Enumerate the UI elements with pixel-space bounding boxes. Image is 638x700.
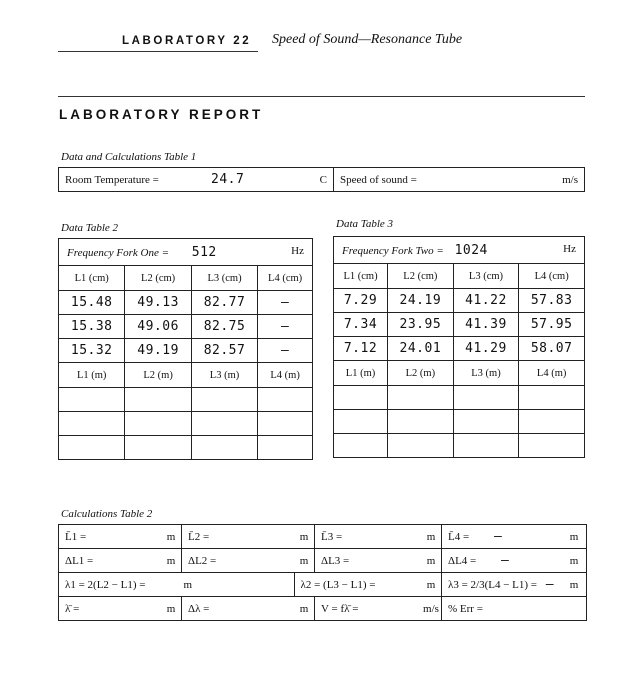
fork-two-value[interactable]: 1024 <box>454 242 488 258</box>
t3-header-l3m: L3 (m) <box>453 361 519 386</box>
t3-empty-cell[interactable] <box>453 410 519 434</box>
t3-cell[interactable]: 24.19 <box>388 289 454 313</box>
t3-empty-cell[interactable] <box>334 386 388 410</box>
t3-cell[interactable]: 58.07 <box>519 337 585 361</box>
dl4-label: ΔL4 = <box>448 555 477 567</box>
t2-cell[interactable]: — <box>258 291 313 315</box>
t3-header-l1cm: L1 (cm) <box>334 264 388 289</box>
table-row <box>59 315 313 339</box>
table-row <box>334 289 585 313</box>
dl4-value: — <box>501 553 510 568</box>
t2-empty-cell[interactable] <box>59 388 125 412</box>
speed-unit[interactable]: m/s <box>538 168 585 192</box>
l3-mean-label: L̄3 = <box>315 525 422 549</box>
data-table-2 <box>58 238 313 460</box>
fork-two-unit: Hz <box>563 242 576 255</box>
l4-mean-label: L̄4 = <box>448 531 470 543</box>
table-row <box>59 436 313 460</box>
t3-empty-cell[interactable] <box>388 410 454 434</box>
dlambda-label: Δλ = <box>182 597 295 621</box>
t2-cell[interactable]: 82.77 <box>191 291 257 315</box>
lambda2-label: λ2 = (L3 − L1) = <box>294 573 421 597</box>
unit-label: m <box>161 597 182 621</box>
table-row <box>59 412 313 436</box>
fork-two-label: Frequency Fork Two = <box>342 244 444 257</box>
t2-cell[interactable]: 82.75 <box>191 315 257 339</box>
percent-error-label[interactable]: % Err = <box>442 597 587 621</box>
dl4-cell[interactable] <box>442 549 563 573</box>
t2-cell[interactable]: 15.32 <box>59 339 125 363</box>
t3-cell[interactable]: 57.83 <box>519 289 585 313</box>
table-row <box>59 597 587 621</box>
table2-caption: Data Table 2 <box>61 222 119 234</box>
unit-label: m <box>421 525 442 549</box>
t3-header-l1m: L1 (m) <box>334 361 388 386</box>
lambda1-label: λ1 = 2(L2 − L1) = <box>65 578 146 591</box>
speed-label: Speed of sound = <box>334 168 539 192</box>
t3-empty-cell[interactable] <box>334 410 388 434</box>
t2-cell[interactable]: 49.06 <box>125 315 191 339</box>
table-row <box>59 339 313 363</box>
t2-empty-cell[interactable] <box>125 412 191 436</box>
lab-number: LABORATORY 22 <box>122 35 252 47</box>
l1-mean-label: L̄1 = <box>59 525 162 549</box>
header-rule <box>58 51 258 52</box>
table-row <box>59 525 587 549</box>
t2-header-l2cm: L2 (cm) <box>125 266 191 291</box>
unit-label: m/s <box>421 597 442 621</box>
t3-cell[interactable]: 7.29 <box>334 289 388 313</box>
section-rule <box>58 96 585 97</box>
t2-header-l1m: L1 (m) <box>59 363 125 388</box>
t3-cell[interactable]: 41.39 <box>453 313 519 337</box>
t2-cell[interactable]: — <box>258 315 313 339</box>
unit-label: m <box>294 525 315 549</box>
t3-empty-cell[interactable] <box>388 434 454 458</box>
fork-one-label: Frequency Fork One = <box>67 246 170 259</box>
t3-cell[interactable]: 41.29 <box>453 337 519 361</box>
dl3-label: ΔL3 = <box>315 549 422 573</box>
calc-caption: Calculations Table 2 <box>61 508 153 520</box>
dl1-label: ΔL1 = <box>59 549 162 573</box>
t3-empty-cell[interactable] <box>453 434 519 458</box>
fork-two-row <box>334 237 585 264</box>
fork-one-row <box>59 239 313 266</box>
t3-header-l4m: L4 (m) <box>519 361 585 386</box>
t2-header-l2m: L2 (m) <box>125 363 191 388</box>
table-row <box>59 291 313 315</box>
t2-cell[interactable]: — <box>258 339 313 363</box>
table-row <box>334 337 585 361</box>
unit-label: m <box>294 597 315 621</box>
dl2-label: ΔL2 = <box>182 549 295 573</box>
l4-mean-cell[interactable] <box>442 525 563 549</box>
l2-mean-label: L̄2 = <box>182 525 295 549</box>
t2-header-l4cm: L4 (cm) <box>258 266 313 291</box>
t2-header-l3cm: L3 (cm) <box>191 266 257 291</box>
room-temp-value[interactable]: 24.7 <box>205 168 311 192</box>
t2-empty-cell[interactable] <box>59 412 125 436</box>
velocity-label: V = fλ̄ = <box>315 597 422 621</box>
unit-label: m <box>562 525 587 549</box>
t3-header-l2m: L2 (m) <box>388 361 454 386</box>
unit-label: m <box>182 573 295 597</box>
lambda1-cell[interactable] <box>59 573 182 597</box>
table-row <box>59 388 313 412</box>
table-row <box>59 573 587 597</box>
t2-empty-cell[interactable] <box>125 388 191 412</box>
t3-empty-cell[interactable] <box>519 410 585 434</box>
t3-cell[interactable]: 23.95 <box>388 313 454 337</box>
lambda3-cell[interactable] <box>442 573 563 597</box>
t3-cell[interactable]: 7.34 <box>334 313 388 337</box>
t2-cell[interactable]: 15.38 <box>59 315 125 339</box>
t2-empty-cell[interactable] <box>258 412 313 436</box>
t3-cell[interactable]: 7.12 <box>334 337 388 361</box>
t2-header-l1cm: L1 (cm) <box>59 266 125 291</box>
t2-empty-cell[interactable] <box>191 436 257 460</box>
table-row <box>334 434 585 458</box>
t2-header-l4m: L4 (m) <box>258 363 313 388</box>
table-row <box>334 386 585 410</box>
t3-cell[interactable]: 57.95 <box>519 313 585 337</box>
l4-mean-value: — <box>493 529 503 544</box>
room-temp-unit: C <box>311 168 334 192</box>
t3-cell[interactable]: 41.22 <box>453 289 519 313</box>
t3-empty-cell[interactable] <box>334 434 388 458</box>
report-title: LABORATORY REPORT <box>59 107 264 122</box>
t2-empty-cell[interactable] <box>258 436 313 460</box>
lab-title: Speed of Sound—Resonance Tube <box>272 32 463 47</box>
t2-cell[interactable]: 82.57 <box>191 339 257 363</box>
calculations-table-2 <box>58 524 587 621</box>
lambda3-label: λ3 = 2/3(L4 − L1) = <box>448 579 538 591</box>
room-temp-label: Room Temperature = <box>59 168 206 192</box>
table-row <box>334 410 585 434</box>
t2-cell[interactable]: 49.19 <box>125 339 191 363</box>
t3-header-l3cm: L3 (cm) <box>453 264 519 289</box>
unit-label: m <box>161 549 182 573</box>
unit-label: m <box>421 573 442 597</box>
unit-label: m <box>294 549 315 573</box>
table1-caption: Data and Calculations Table 1 <box>61 151 197 163</box>
t2-empty-cell[interactable] <box>258 388 313 412</box>
table-row <box>334 313 585 337</box>
t3-empty-cell[interactable] <box>519 434 585 458</box>
table1 <box>58 167 585 192</box>
t3-header-l2cm: L2 (cm) <box>388 264 454 289</box>
t2-cell[interactable]: 49.13 <box>125 291 191 315</box>
t3-empty-cell[interactable] <box>388 386 454 410</box>
unit-label: m <box>421 549 442 573</box>
table3-caption: Data Table 3 <box>336 218 394 230</box>
t2-empty-cell[interactable] <box>59 436 125 460</box>
t3-empty-cell[interactable] <box>453 386 519 410</box>
table-row <box>59 549 587 573</box>
t3-header-l4cm: L4 (cm) <box>519 264 585 289</box>
fork-one-unit: Hz <box>291 244 304 257</box>
unit-label: m <box>562 573 587 597</box>
lambda3-value: — <box>545 577 555 592</box>
t2-empty-cell[interactable] <box>191 412 257 436</box>
t3-empty-cell[interactable] <box>519 386 585 410</box>
t3-cell[interactable]: 24.01 <box>388 337 454 361</box>
data-table-3 <box>333 236 585 458</box>
fork-one-value[interactable]: 512 <box>191 244 217 260</box>
t2-cell[interactable]: 15.48 <box>59 291 125 315</box>
t2-header-l3m: L3 (m) <box>191 363 257 388</box>
unit-label: m <box>161 525 182 549</box>
lambda-mean-label: λ̄ = <box>59 597 162 621</box>
t2-empty-cell[interactable] <box>191 388 257 412</box>
t2-empty-cell[interactable] <box>125 436 191 460</box>
unit-label: m <box>562 549 587 573</box>
